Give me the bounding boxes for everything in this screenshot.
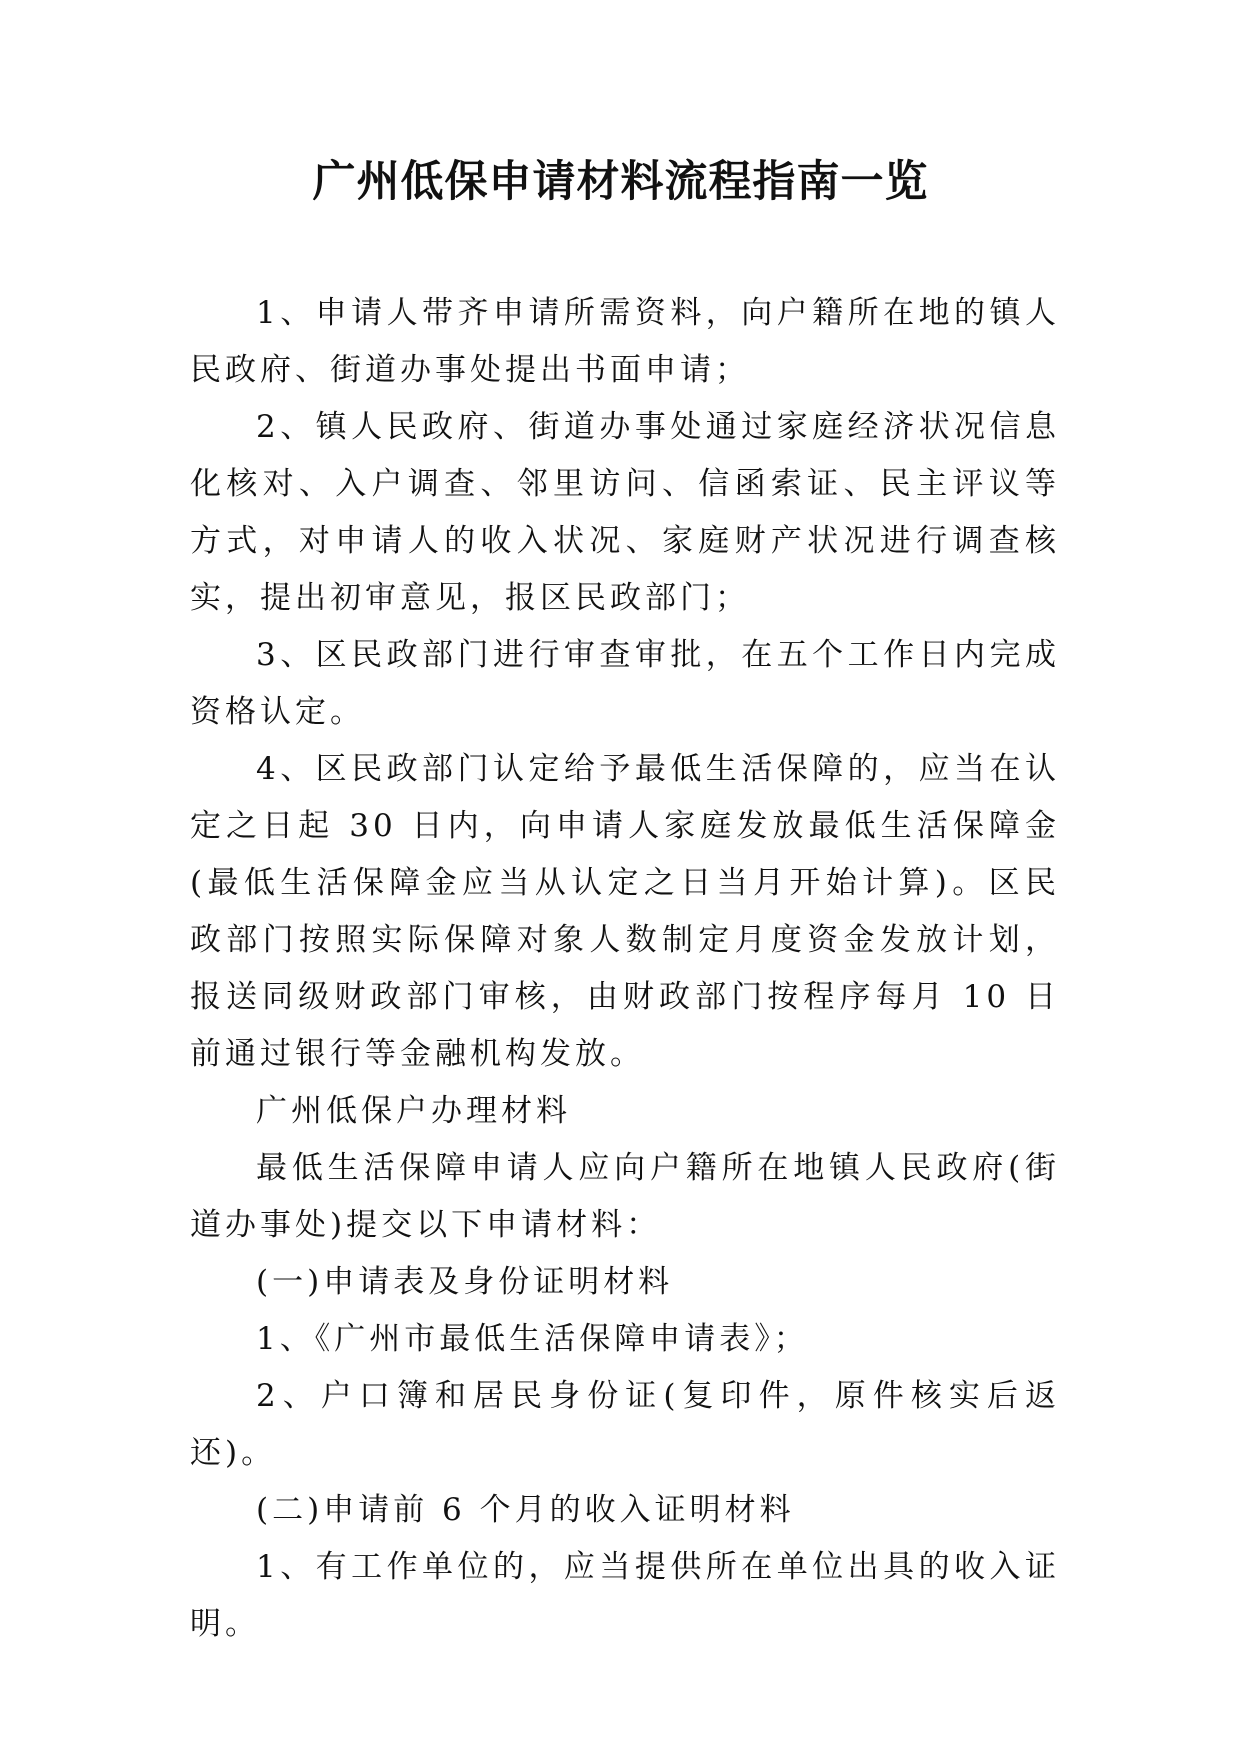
list-item-household-id: 2、户口簿和居民身份证(复印件，原件核实后返还)。 (190, 1378, 1060, 1471)
document-body (190, 285, 1060, 1653)
subheading-application-form: (一)申请表及身份证明材料 (256, 1264, 674, 1300)
paragraph-step-4: 4、区民政部门认定给予最低生活保障的，应当在认定之日起 30 日内，向申请人家庭发放最低生活保障金(最低生活保障金应当从认定之日当月开始计算)。区民政部门按照实际保障对象人数制定月度资金发放计划，报送同级财政部门审核，由财政部门按程序每月 10 日前通过银行等金融机构发放。 (190, 751, 1060, 1072)
subheading-income-proof: (二)申请前 6 个月的收入证明材料 (256, 1492, 795, 1528)
section-heading-materials: 广州低保户办理材料 (256, 1093, 571, 1129)
paragraph-materials-intro: 最低生活保障申请人应向户籍所在地镇人民政府(街道办事处)提交以下申请材料： (190, 1150, 1060, 1243)
paragraph-step-3: 3、区民政部门进行审查审批，在五个工作日内完成资格认定。 (190, 637, 1060, 730)
list-item-employer-income: 1、有工作单位的，应当提供所在单位出具的收入证明。 (190, 1549, 1060, 1642)
paragraph-step-1: 1、申请人带齐申请所需资料，向户籍所在地的镇人民政府、街道办事处提出书面申请； (190, 295, 1060, 388)
paragraph-step-2: 2、镇人民政府、街道办事处通过家庭经济状况信息化核对、入户调查、邻里访问、信函索证、民主评议等方式，对申请人的收入状况、家庭财产状况进行调查核实，提出初审意见，报区民政部门； (190, 409, 1060, 616)
document-title: 广州低保申请材料流程指南一览 (312, 157, 929, 207)
list-item-application-form: 1、《广州市最低生活保障申请表》； (256, 1321, 809, 1357)
